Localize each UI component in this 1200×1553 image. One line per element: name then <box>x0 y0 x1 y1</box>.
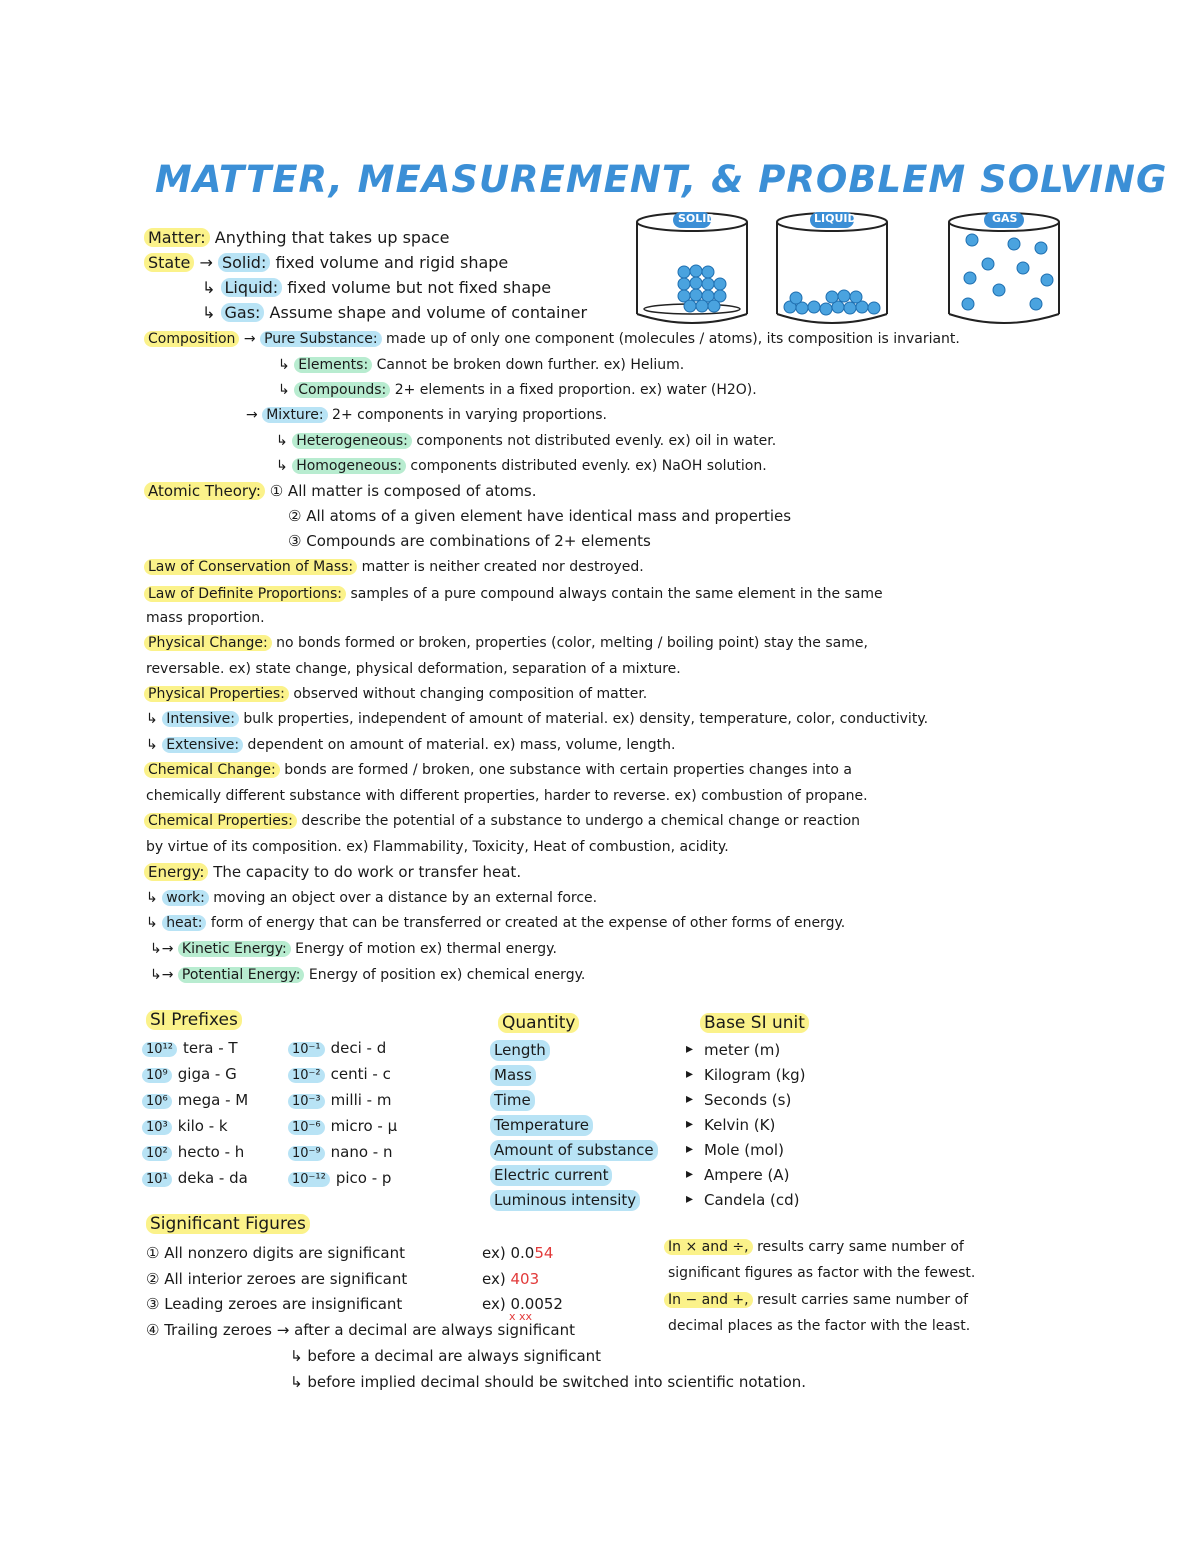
si-prefix-power: 10³ <box>142 1120 172 1135</box>
si-prefix-power: 10⁹ <box>142 1068 172 1083</box>
sigfig-marks: x xx <box>509 1310 533 1323</box>
physical-change-def: no bonds formed or broken, properties (color, melting / boiling point) stay the same, <box>276 635 868 651</box>
chemical-properties-term: Chemical Properties: <box>144 813 297 829</box>
atomic-point-1: ① All matter is composed of atoms. <box>269 482 537 500</box>
unit-label: Ampere (A) <box>704 1166 790 1184</box>
matter-def: Anything that takes up space <box>214 228 450 247</box>
si-prefix-name: mega - M <box>177 1091 249 1109</box>
heterogeneous-term: Heterogeneous: <box>292 433 412 449</box>
definite-line <box>144 584 883 604</box>
solid-line <box>144 253 508 273</box>
branch-arrow-icon: ↳ <box>146 711 158 727</box>
atomic-theory-line <box>144 481 537 501</box>
kinetic-def: Energy of motion ex) thermal energy. <box>295 941 557 957</box>
chemical-properties-def: describe the potential of a substance to undergo a chemical change or reaction <box>301 813 861 829</box>
physical-change-term: Physical Change: <box>144 635 272 651</box>
si-prefix-row <box>288 1038 428 1060</box>
unit-label: Kilogram (kg) <box>704 1066 806 1084</box>
unit-row <box>490 1040 870 1065</box>
atomic-point-3: ③ Compounds are combinations of 2+ elements <box>288 532 651 550</box>
branch-arrow-icon: ↳ <box>202 278 216 297</box>
units-table <box>490 1040 870 1215</box>
si-prefix-row <box>288 1116 428 1138</box>
multiply-rule-cont: significant figures as factor with the fewest. <box>668 1265 976 1281</box>
arrow-head-icon: ▸ <box>686 1166 694 1182</box>
arrow-icon: → <box>243 331 256 347</box>
branch-arrow-icon: ↳ <box>202 303 216 322</box>
si-prefixes-right <box>288 1038 428 1194</box>
extensive-line <box>146 735 675 755</box>
sigfig-example-2: ex) 403 <box>482 1270 540 1288</box>
physical-properties-def: observed without changing composition of matter. <box>293 686 648 702</box>
energy-term: Energy: <box>144 863 208 881</box>
matter-line <box>144 228 450 248</box>
work-term: work: <box>162 890 209 906</box>
energy-def: The capacity to do work or transfer heat. <box>213 863 522 881</box>
si-prefix-row <box>142 1116 282 1138</box>
definite-term: Law of Definite Proportions: <box>144 586 346 602</box>
si-prefix-name: micro - μ <box>330 1117 398 1135</box>
states-of-matter-diagram <box>632 208 1064 332</box>
unit-label: Kelvin (K) <box>704 1116 776 1134</box>
liquid-label: LIQUID <box>814 212 857 225</box>
mixture-term: Mixture: <box>262 407 327 423</box>
si-prefixes-heading: SI Prefixes <box>146 1010 242 1030</box>
unit-label: meter (m) <box>704 1041 781 1059</box>
arrow-head-icon: ▸ <box>686 1116 694 1132</box>
si-prefix-power: 10⁻¹² <box>288 1172 330 1187</box>
liquid-term: Liquid: <box>221 278 283 297</box>
conservation-def: matter is neither created nor destroyed. <box>361 559 644 575</box>
heat-def: form of energy that can be transferred or created at the expense of other forms of energy. <box>210 915 846 931</box>
chemical-change-term: Chemical Change: <box>144 762 280 778</box>
work-def: moving an object over a distance by an external force. <box>213 890 598 906</box>
sigfig-rule-5: ↳ before a decimal are always significant <box>290 1347 602 1365</box>
branch-arrow-icon: ↳→ <box>150 941 174 957</box>
solid-term: Solid: <box>218 253 270 272</box>
si-prefix-power: 10⁻⁶ <box>288 1120 325 1135</box>
unit-label: Mole (mol) <box>704 1141 784 1159</box>
sigfig-rule-2: ② All interior zeroes are significant <box>146 1270 408 1288</box>
unit-row <box>490 1140 870 1165</box>
branch-arrow-icon: ↳ <box>290 1347 303 1365</box>
arrow-head-icon: ▸ <box>686 1141 694 1157</box>
unit-row <box>490 1065 870 1090</box>
sigfig-rule-6: ↳ before implied decimal should be switched into scientific notation. <box>290 1373 807 1391</box>
branch-arrow-icon: ↳ <box>276 433 288 449</box>
energy-line <box>144 862 521 882</box>
si-prefix-power: 10² <box>142 1146 172 1161</box>
quantity-label: Length <box>490 1040 550 1061</box>
homogeneous-def: components distributed evenly. ex) NaOH solution. <box>410 458 767 474</box>
liquid-def: fixed volume but not fixed shape <box>287 278 552 297</box>
compounds-line <box>278 380 757 400</box>
arrow-icon: → <box>199 253 213 272</box>
multiply-rule: In × and ÷, results carry same number of <box>664 1237 964 1257</box>
intensive-line <box>146 709 928 729</box>
arrow-head-icon: ▸ <box>686 1091 694 1107</box>
potential-line <box>150 965 585 985</box>
quantity-label: Electric current <box>490 1165 612 1186</box>
chemical-change-def-cont: chemically different substance with different properties, harder to reverse. ex) combustion of propane. <box>146 788 868 804</box>
si-prefix-power: 10⁻⁹ <box>288 1146 325 1161</box>
heat-line <box>146 913 845 933</box>
definite-def: samples of a pure compound always contain the same element in the same <box>350 586 883 602</box>
unit-row <box>490 1090 870 1115</box>
sigfig-rule-1: ① All nonzero digits are significant <box>146 1244 405 1262</box>
heat-term: heat: <box>162 915 206 931</box>
branch-arrow-icon: ↳ <box>146 890 158 906</box>
si-prefix-name: tera - T <box>182 1039 238 1057</box>
sigfig-rule-4: ④ Trailing zeroes → after a decimal are always significant <box>146 1321 575 1339</box>
liquid-line <box>202 278 551 298</box>
physical-properties-term: Physical Properties: <box>144 686 289 702</box>
conservation-line <box>144 557 644 577</box>
heterogeneous-line <box>276 431 776 451</box>
pure-substance-line <box>144 329 960 349</box>
gas-line <box>202 303 587 323</box>
si-prefix-power: 10¹² <box>142 1042 177 1057</box>
conservation-term: Law of Conservation of Mass: <box>144 559 357 575</box>
si-prefixes-left <box>142 1038 282 1194</box>
page-title: MATTER, MEASUREMENT, & PROBLEM SOLVING <box>155 158 1168 201</box>
unit-heading: Base SI unit <box>700 1013 809 1033</box>
heterogeneous-def: components not distributed evenly. ex) oil in water. <box>416 433 777 449</box>
si-prefix-row <box>142 1168 282 1190</box>
compounds-def: 2+ elements in a fixed proportion. ex) water (H2O). <box>394 382 757 398</box>
arrow-head-icon: ▸ <box>686 1191 694 1207</box>
mixture-line <box>246 405 607 425</box>
si-prefix-row <box>288 1168 428 1190</box>
extensive-term: Extensive: <box>162 737 243 753</box>
compounds-term: Compounds: <box>294 382 390 398</box>
elements-def: Cannot be broken down further. ex) Helium. <box>376 357 685 373</box>
branch-arrow-icon: ↳ <box>146 915 158 931</box>
solid-beaker <box>637 212 747 323</box>
homogeneous-line <box>276 456 767 476</box>
arrow-head-icon: ▸ <box>686 1066 694 1082</box>
gas-def: Assume shape and volume of container <box>269 303 588 322</box>
potential-term: Potential Energy: <box>178 967 305 983</box>
pure-term: Pure Substance: <box>260 331 382 347</box>
unit-label: Seconds (s) <box>704 1091 792 1109</box>
quantity-label: Amount of substance <box>490 1140 658 1161</box>
arrow-icon: → <box>246 407 258 423</box>
mixture-def: 2+ components in varying proportions. <box>332 407 607 423</box>
si-prefix-name: milli - m <box>330 1091 392 1109</box>
potential-def: Energy of position ex) chemical energy. <box>308 967 586 983</box>
intensive-def: bulk properties, independent of amount of material. ex) density, temperature, color, conductivity. <box>243 711 929 727</box>
unit-label: Candela (cd) <box>704 1191 800 1209</box>
si-prefix-row <box>288 1142 428 1164</box>
si-prefix-name: pico - p <box>335 1169 392 1187</box>
extensive-def: dependent on amount of material. ex) mass, volume, length. <box>247 737 676 753</box>
si-prefix-power: 10⁻³ <box>288 1094 325 1109</box>
si-prefix-power: 10⁻¹ <box>288 1042 325 1057</box>
chemical-properties-line <box>144 811 860 831</box>
sigfig-example-1: ex) 0.054 <box>482 1244 554 1262</box>
si-prefix-row <box>288 1090 428 1112</box>
atomic-term: Atomic Theory: <box>144 482 265 500</box>
work-line <box>146 888 597 908</box>
branch-arrow-icon: ↳ <box>290 1373 303 1391</box>
si-prefix-power: 10⁶ <box>142 1094 172 1109</box>
intensive-term: Intensive: <box>162 711 239 727</box>
quantity-label: Time <box>490 1090 535 1111</box>
definite-def-cont: mass proportion. <box>146 610 265 626</box>
branch-arrow-icon: ↳ <box>278 357 290 373</box>
pure-def: made up of only one component (molecules / atoms), its composition is invariant. <box>386 331 960 347</box>
si-prefix-row <box>142 1038 282 1060</box>
branch-arrow-icon: ↳ <box>278 382 290 398</box>
si-prefix-power: 10⁻² <box>288 1068 325 1083</box>
quantity-label: Temperature <box>490 1115 593 1136</box>
chemical-change-line <box>144 760 852 780</box>
solid-label: SOLID <box>678 212 716 225</box>
add-rule: In − and +, result carries same number of <box>664 1290 968 1310</box>
si-prefix-row <box>142 1064 282 1086</box>
si-prefix-row <box>288 1064 428 1086</box>
physical-change-line <box>144 633 868 653</box>
quantity-label: Mass <box>490 1065 536 1086</box>
sigfig-example-3: ex) 0.0052 <box>482 1295 563 1313</box>
si-prefix-name: giga - G <box>177 1065 237 1083</box>
unit-row <box>490 1190 870 1215</box>
kinetic-term: Kinetic Energy: <box>178 941 291 957</box>
si-prefix-name: hecto - h <box>177 1143 245 1161</box>
quantity-heading: Quantity <box>498 1013 579 1033</box>
si-prefix-name: deci - d <box>330 1039 387 1057</box>
chemical-change-def: bonds are formed / broken, one substance with certain properties changes into a <box>284 762 852 778</box>
atomic-point-2: ② All atoms of a given element have identical mass and properties <box>288 507 792 525</box>
solid-def: fixed volume and rigid shape <box>275 253 509 272</box>
gas-label: GAS <box>992 212 1018 225</box>
unit-row <box>490 1165 870 1190</box>
homogeneous-term: Homogeneous: <box>292 458 406 474</box>
sigfigs-heading: Significant Figures <box>146 1214 310 1234</box>
si-prefix-power: 10¹ <box>142 1172 172 1187</box>
si-prefix-name: nano - n <box>330 1143 393 1161</box>
add-rule-cont: decimal places as the factor with the least. <box>668 1318 971 1334</box>
sigfig-rule-3: ③ Leading zeroes are insignificant <box>146 1295 403 1313</box>
branch-arrow-icon: ↳ <box>146 737 158 753</box>
quantity-label: Luminous intensity <box>490 1190 640 1211</box>
kinetic-line <box>150 939 557 959</box>
state-term: State <box>144 253 194 272</box>
chemical-properties-def-cont: by virtue of its composition. ex) Flammability, Toxicity, Heat of combustion, acidity. <box>146 839 729 855</box>
matter-term: Matter: <box>144 228 210 247</box>
elements-term: Elements: <box>294 357 372 373</box>
si-prefix-name: kilo - k <box>177 1117 228 1135</box>
composition-term: Composition <box>144 331 239 347</box>
physical-properties-line <box>144 684 647 704</box>
branch-arrow-icon: ↳ <box>276 458 288 474</box>
elements-line <box>278 355 684 375</box>
arrow-head-icon: ▸ <box>686 1041 694 1057</box>
branch-arrow-icon: ↳→ <box>150 967 174 983</box>
si-prefix-row <box>142 1090 282 1112</box>
si-prefix-row <box>142 1142 282 1164</box>
si-prefix-name: deka - da <box>177 1169 248 1187</box>
unit-row <box>490 1115 870 1140</box>
gas-term: Gas: <box>221 303 265 322</box>
physical-change-def-cont: reversable. ex) state change, physical deformation, separation of a mixture. <box>146 661 681 677</box>
si-prefix-name: centi - c <box>330 1065 391 1083</box>
gas-beaker <box>949 212 1059 323</box>
liquid-beaker <box>777 212 887 323</box>
